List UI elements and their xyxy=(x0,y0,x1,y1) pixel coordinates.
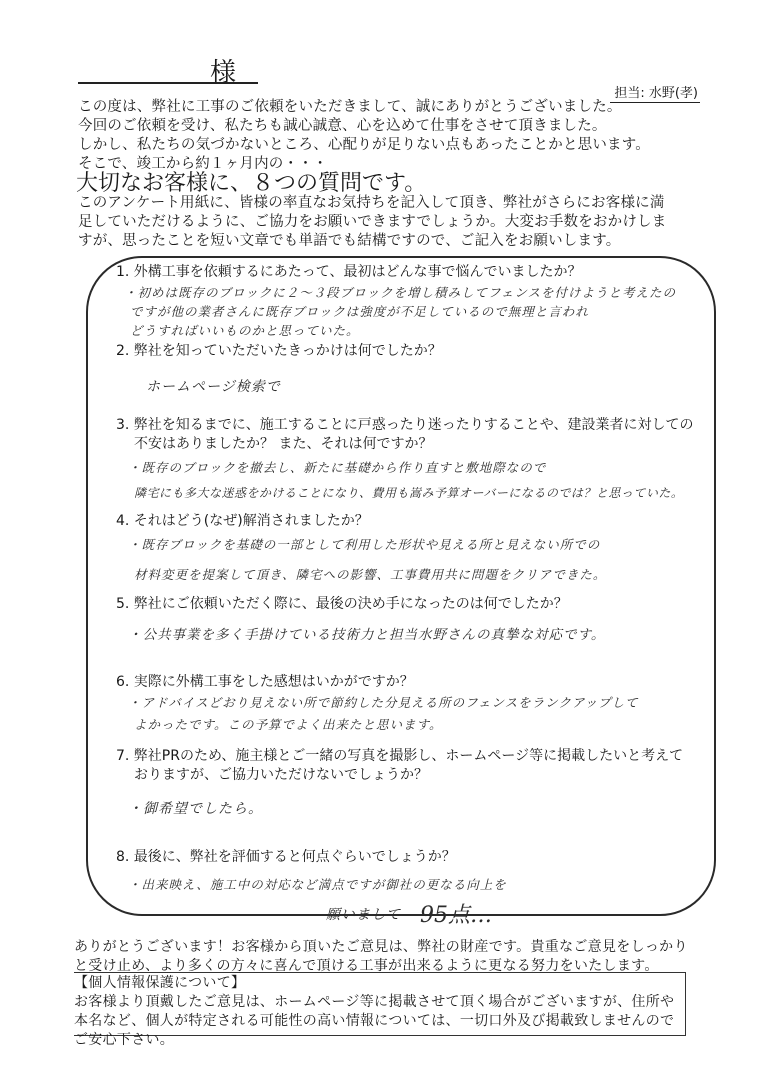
answer-2: ホームページ検索で xyxy=(146,379,281,395)
privacy-line-2: 本名など、個人が特定される可能性の高い情報については、一切口外及び掲載致しませんので xyxy=(74,1013,675,1029)
survey-headline: 大切なお客様に、８つの質問です。 xyxy=(76,171,427,196)
customer-name-line xyxy=(78,82,258,84)
answer-4-line-2: 材料変更を提案して頂き、隣宅への影響、工事費用共に問題をクリアできた。 xyxy=(134,567,607,582)
answer-8-line-1: ・出来映え、施工中の対応など満点ですが御社の更なる向上を xyxy=(128,877,507,892)
intro2-line-2: 足していただけるように、ご協力をお願いできますでしょうか。大変お手数をおかけしま xyxy=(78,214,667,230)
question-4: 4. それはどう(なぜ)解消されましたか？ xyxy=(116,513,369,529)
answer-6-line-2: よかったです。この予算でよく出来たと思います。 xyxy=(134,717,443,732)
answer-8-line-2: 願いまして xyxy=(326,907,401,923)
answer-1-line-1: ・初めは既存のブロックに２〜３段ブロックを増し積みしてフェンスを付けようと考えたの xyxy=(124,285,677,300)
intro-line-1: この度は、弊社に工事のご依頼をいただきまして、誠にありがとうございました。 xyxy=(78,99,622,115)
score-value: 95点… xyxy=(420,903,492,928)
answer-7: ・御希望でしたら。 xyxy=(128,801,263,817)
answer-3-line-2: 隣宅にも多大な迷惑をかけることになり、費用も嵩み予算オーバーになるのでは？と思っていた。 xyxy=(134,486,684,500)
answer-1-line-2: ですが他の業者さんに既存ブロックは強度が不足しているので無理と言われ xyxy=(130,304,589,319)
privacy-line-3: ご安心下さい。 xyxy=(74,1032,175,1048)
answer-6-line-1: ・アドバイスどおり見えない所で節約した分見える所のフェンスをランクアップして xyxy=(128,695,639,710)
question-2: 2. 弊社を知っていただいたきっかけは何でしたか？ xyxy=(116,343,442,359)
intro-line-4: そこで、竣工から約１ヶ月内の・・・ xyxy=(78,156,328,172)
question-8: 8. 最後に、弊社を評価すると何点ぐらいでしょうか？ xyxy=(116,849,456,865)
question-7-line-1: 7. 弊社PRのため、施主様とご一緒の写真を撮影し、ホームページ等に掲載したいと考えて xyxy=(116,748,684,764)
customer-honorific: 様 xyxy=(210,58,237,88)
question-3-line-1: 3. 弊社を知るまでに、施工することに戸惑ったり迷ったりすることや、建設業者に対しての xyxy=(116,417,694,433)
question-5: 5. 弊社にご依頼いただく際に、最後の決め手になったのは何でしたか？ xyxy=(116,596,568,612)
question-7-line-2: おりますが、ご協力いただけないでしょうか？ xyxy=(134,767,428,783)
staff-in-charge: 担当: 水野(孝) xyxy=(610,82,700,103)
question-6: 6. 実際に外構工事をした感想はいかがですか？ xyxy=(116,674,414,690)
answer-5: ・公共事業を多く手掛けている技術力と担当水野さんの真摯な対応です。 xyxy=(128,627,606,643)
answer-3-line-1: ・既存のブロックを撤去し、新たに基礎から作り直すと敷地際なので xyxy=(128,460,547,475)
intro-line-2: 今回のご依頼を受け、私たちも誠心誠意、心を込めて仕事をさせて頂きました。 xyxy=(78,118,607,134)
thanks-line-2: と受け止め、より多くの方々に喜んで頂ける工事が出来るように更なる努力をいたします。 xyxy=(74,958,659,974)
answer-4-line-1: ・既存ブロックを基礎の一部として利用した形状や見える所と見えない所での xyxy=(128,537,601,552)
question-3-line-2: 不安はありましたか？ また、それは何ですか？ xyxy=(134,436,433,452)
thanks-line-1: ありがとうございます！お客様から頂いたご意見は、弊社の財産です。貴重なご意見をしっかり xyxy=(74,939,688,955)
intro-line-3: しかし、私たちの気づかないところ、心配りが足りない点もあったことかと思います。 xyxy=(78,137,650,153)
privacy-line-1: お客様より頂戴したご意見は、ホームページ等に掲載させて頂く場合がございますが、住所や xyxy=(74,994,675,1010)
intro2-line-1: このアンケート用紙に、皆様の率直なお気持ちを記入して頂き、弊社がさらにお客様に満 xyxy=(78,195,665,211)
privacy-title: 【個人情報保護について】 xyxy=(74,975,246,991)
answer-1-line-3: どうすればいいものかと思っていた。 xyxy=(130,323,360,338)
intro2-line-3: すが、思ったことを短い文章でも単語でも結構ですので、ご記入をお願いします。 xyxy=(78,233,621,249)
question-1: 1. 外構工事を依頼するにあたって、最初はどんな事で悩んでいましたか？ xyxy=(116,264,582,280)
